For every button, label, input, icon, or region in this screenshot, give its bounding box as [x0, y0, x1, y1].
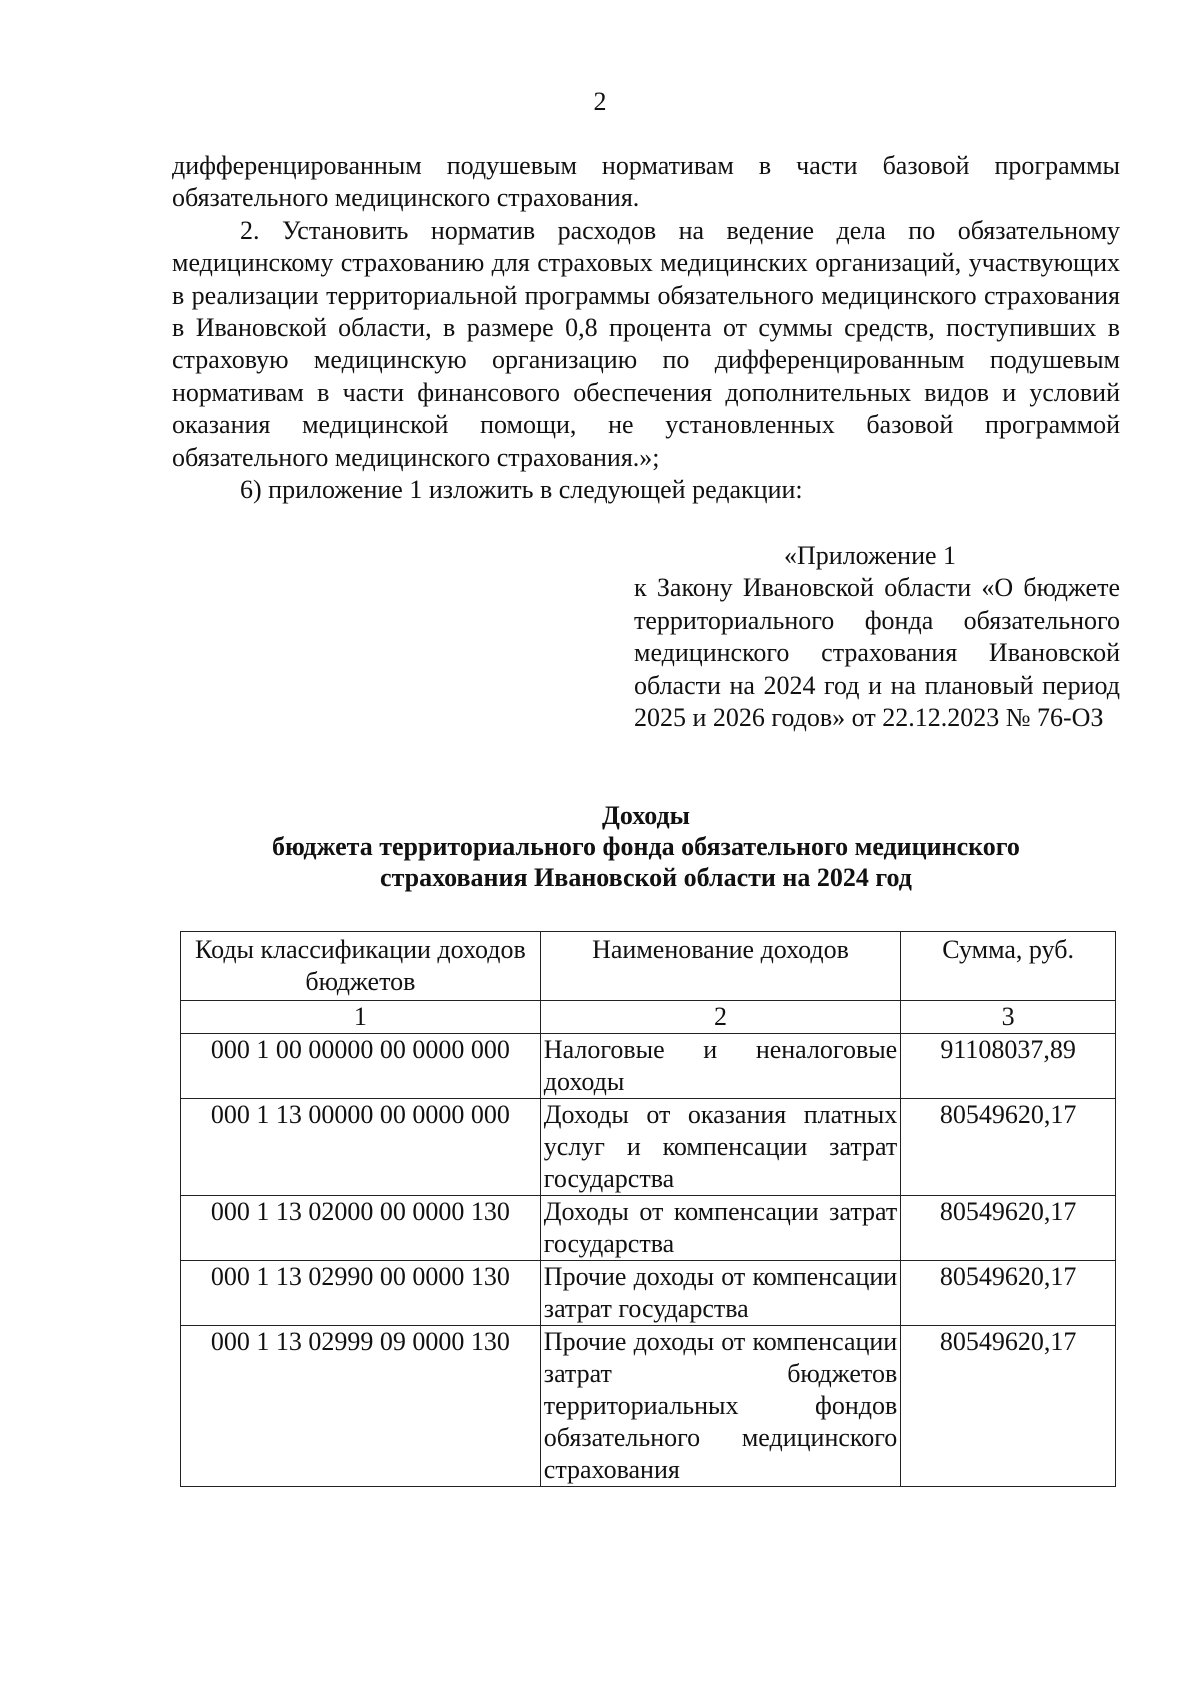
column-number-2: 2 — [540, 1001, 900, 1034]
row-sum: 80549620,17 — [901, 1196, 1116, 1261]
row-code: 000 1 00 00000 00 0000 000 — [181, 1034, 541, 1099]
table-row — [181, 1034, 1116, 1099]
row-name: Налоговые и неналоговые доходы — [540, 1034, 900, 1099]
table-column-numbers-row — [181, 1001, 1116, 1034]
table-title — [172, 800, 1120, 893]
row-code: 000 1 13 02990 00 0000 130 — [181, 1261, 541, 1326]
income-table — [180, 931, 1116, 1487]
appendix-law-reference: к Закону Ивановской области «О бюджете территориального фонда обязательного медицинского страхования Ивановской области на 2024 год и на плановый период 2025 и 2026 годов» от 22.12.2023 № 76-ОЗ — [634, 573, 1120, 733]
table-row — [181, 1196, 1116, 1261]
body-text — [172, 150, 1120, 506]
paragraph-item-2: 2. Установить норматив расходов на ведение дела по обязательному медицинскому страхованию для страховых медицинских организаций, участвующих в реализации территориальной программы обязательного медицинского страхования в Ивановской области, в размере 0,8 процента от суммы средств, поступивших в страховую медицинскую организацию по дифференцированным подушевым нормативам в части финансового обеспечения дополнительных видов и условий оказания медицинской помощи, не установленных базовой программой обязательного медицинского страхования.»; — [172, 215, 1120, 472]
row-sum: 80549620,17 — [901, 1099, 1116, 1196]
title-line-1: Доходы — [602, 801, 690, 830]
table-row — [181, 1099, 1116, 1196]
paragraph-item-6: 6) приложение 1 изложить в следующей редакции: — [240, 475, 803, 505]
paragraph-continuation: дифференцированным подушевым нормативам в части базовой программы обязательного медицинского страхования. — [172, 151, 1120, 213]
header-sum: Сумма, руб. — [901, 932, 1116, 1001]
column-number-1: 1 — [181, 1001, 541, 1034]
row-sum: 91108037,89 — [901, 1034, 1116, 1099]
table-header-row — [181, 932, 1116, 1001]
header-name: Наименование доходов — [540, 932, 900, 1001]
table-row — [181, 1326, 1116, 1487]
row-code: 000 1 13 00000 00 0000 000 — [181, 1099, 541, 1196]
header-codes: Коды классификации доходов бюджетов — [181, 932, 541, 1001]
row-name: Прочие доходы от компенсации затрат государства — [540, 1261, 900, 1326]
appendix-heading: «Приложение 1 — [784, 541, 957, 570]
title-line-2: бюджета территориального фонда обязательного медицинского — [272, 832, 1020, 861]
row-name: Доходы от оказания платных услуг и компенсации затрат государства — [540, 1099, 900, 1196]
appendix-reference — [634, 540, 1120, 734]
page-number: 2 — [593, 87, 607, 116]
row-sum: 80549620,17 — [901, 1326, 1116, 1487]
title-line-3: страхования Ивановской области на 2024 год — [380, 863, 912, 892]
row-sum: 80549620,17 — [901, 1261, 1116, 1326]
row-name: Прочие доходы от компенсации затрат бюджетов территориальных фондов обязательного медицинского страхования — [540, 1326, 900, 1487]
row-code: 000 1 13 02999 09 0000 130 — [181, 1326, 541, 1487]
table-row — [181, 1261, 1116, 1326]
row-code: 000 1 13 02000 00 0000 130 — [181, 1196, 541, 1261]
column-number-3: 3 — [901, 1001, 1116, 1034]
row-name: Доходы от компенсации затрат государства — [540, 1196, 900, 1261]
